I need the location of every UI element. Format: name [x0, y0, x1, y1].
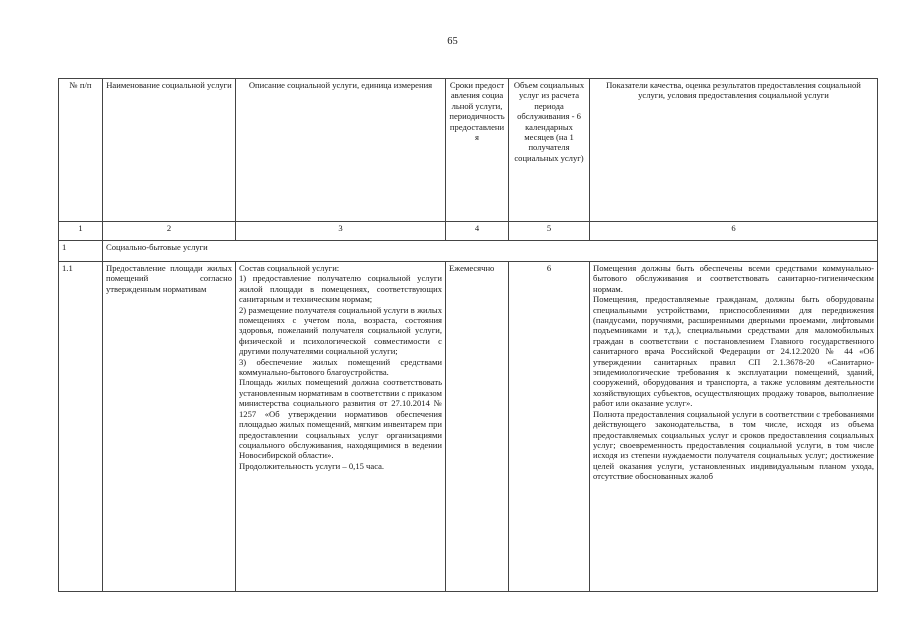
section-row	[59, 241, 878, 262]
header-service-name: Наименование социальной услуги	[103, 79, 236, 222]
row-description	[236, 262, 446, 592]
table-header-row	[59, 79, 878, 222]
page-number: 65	[447, 36, 458, 47]
header-description: Описание социальной услуги, единица измерения	[236, 79, 446, 222]
column-number: 3	[236, 222, 446, 241]
column-number: 2	[103, 222, 236, 241]
column-number: 5	[509, 222, 590, 241]
column-number: 4	[446, 222, 509, 241]
header-volume: Объем социальных услуг из расчета периода обслуживания - 6 календарных месяцев (на 1 получателя социальных услуг)	[509, 79, 590, 222]
row-service-name: Предоставление площади жилых помещений согласно утвержденным нормативам	[103, 262, 236, 592]
description-line: 3) обеспечение жилых помещений средствами коммунально-бытового благоустройства.	[239, 356, 442, 378]
quality-paragraph: Помещения должны быть обеспечены всеми средствами коммунально-бытового обслуживания и соответствовать санитарно-гигиеническим нормам.	[593, 263, 874, 294]
quality-paragraph: Помещения, предоставляемые гражданам, должны быть оборудованы специальными устройствами, приспособлениями для передвижения (пандусами, поручнями, расширенными дверными проемами, лифтовыми подъемниками и т.д.), специальными средствами для маломобильных граждан в соответствии с постановлением Главного государственного санитарного врача Российской Федерации от 24.12.2020 № 44 «Об утверждении санитарных правил СП 2.1.3678-20 «Санитарно-эпидемиологические требования к эксплуатации помещений, зданий, сооружений, оборудования и транспорта, а также условиям деятельности хозяйствующих субъектов, осуществляющих продажу товаров, выполнение работ или оказание услуг».	[593, 294, 874, 409]
description-line: 2) размещение получателя социальной услуги в жилых помещениях с учетом пола, возраста, состояния здоровья, пожеланий получателя социальной услуги, физической и психологической совместимости с другими получателями социальной услуги;	[239, 304, 442, 357]
row-number: 1.1	[59, 262, 103, 592]
column-number: 6	[590, 222, 878, 241]
row-volume: 6	[509, 262, 590, 592]
row-quality	[590, 262, 878, 592]
quality-paragraph: Полнота предоставления социальной услуги в соответствии с требованиями действующего законодательства, в том числе, исходя из объема предоставляемых социальных услуг и сроков предоставления социальных услуг; своевременность предоставления социальной услуги, в том числе исходя из степени нуждаемости получателя социальных услуг; достижение целей оказания услуги, установленных индивидуальным планом ухода, отсутствие обоснованных жалоб	[593, 408, 874, 482]
description-line: Состав социальной услуги:	[239, 263, 340, 273]
column-number: 1	[59, 222, 103, 241]
description-line: Продолжительность услуги – 0,15 часа.	[239, 460, 385, 471]
column-numbers-row	[59, 222, 878, 241]
section-title: Социально-бытовые услуги	[103, 241, 878, 262]
description-line: Площадь жилых помещений должна соответствовать установленным нормативам в соответствии с приказом министерства социального развития от 27.10.2014 № 1257 «Об утверждении нормативов обеспечения площадью жилых помещений, мягким инвентарем при предоставлении социальных услуг организациями социального обслуживания, находящимися в ведении Новосибирской области».	[239, 377, 442, 461]
row-period: Ежемесячно	[446, 262, 509, 592]
header-period: Сроки предоставления социальной услуги, периодичность предоставления	[446, 79, 509, 222]
table-row	[59, 262, 878, 592]
header-quality: Показатели качества, оценка результатов предоставления социальной услуги, условия предоставления социальной услуги	[590, 79, 878, 222]
header-number: № п/п	[59, 79, 103, 222]
services-table	[58, 78, 878, 592]
section-number: 1	[59, 241, 103, 262]
description-line: 1) предоставление получателю социальной услуги жилой площади в помещениях, соответствующих санитарным и техническим нормам;	[239, 273, 442, 305]
